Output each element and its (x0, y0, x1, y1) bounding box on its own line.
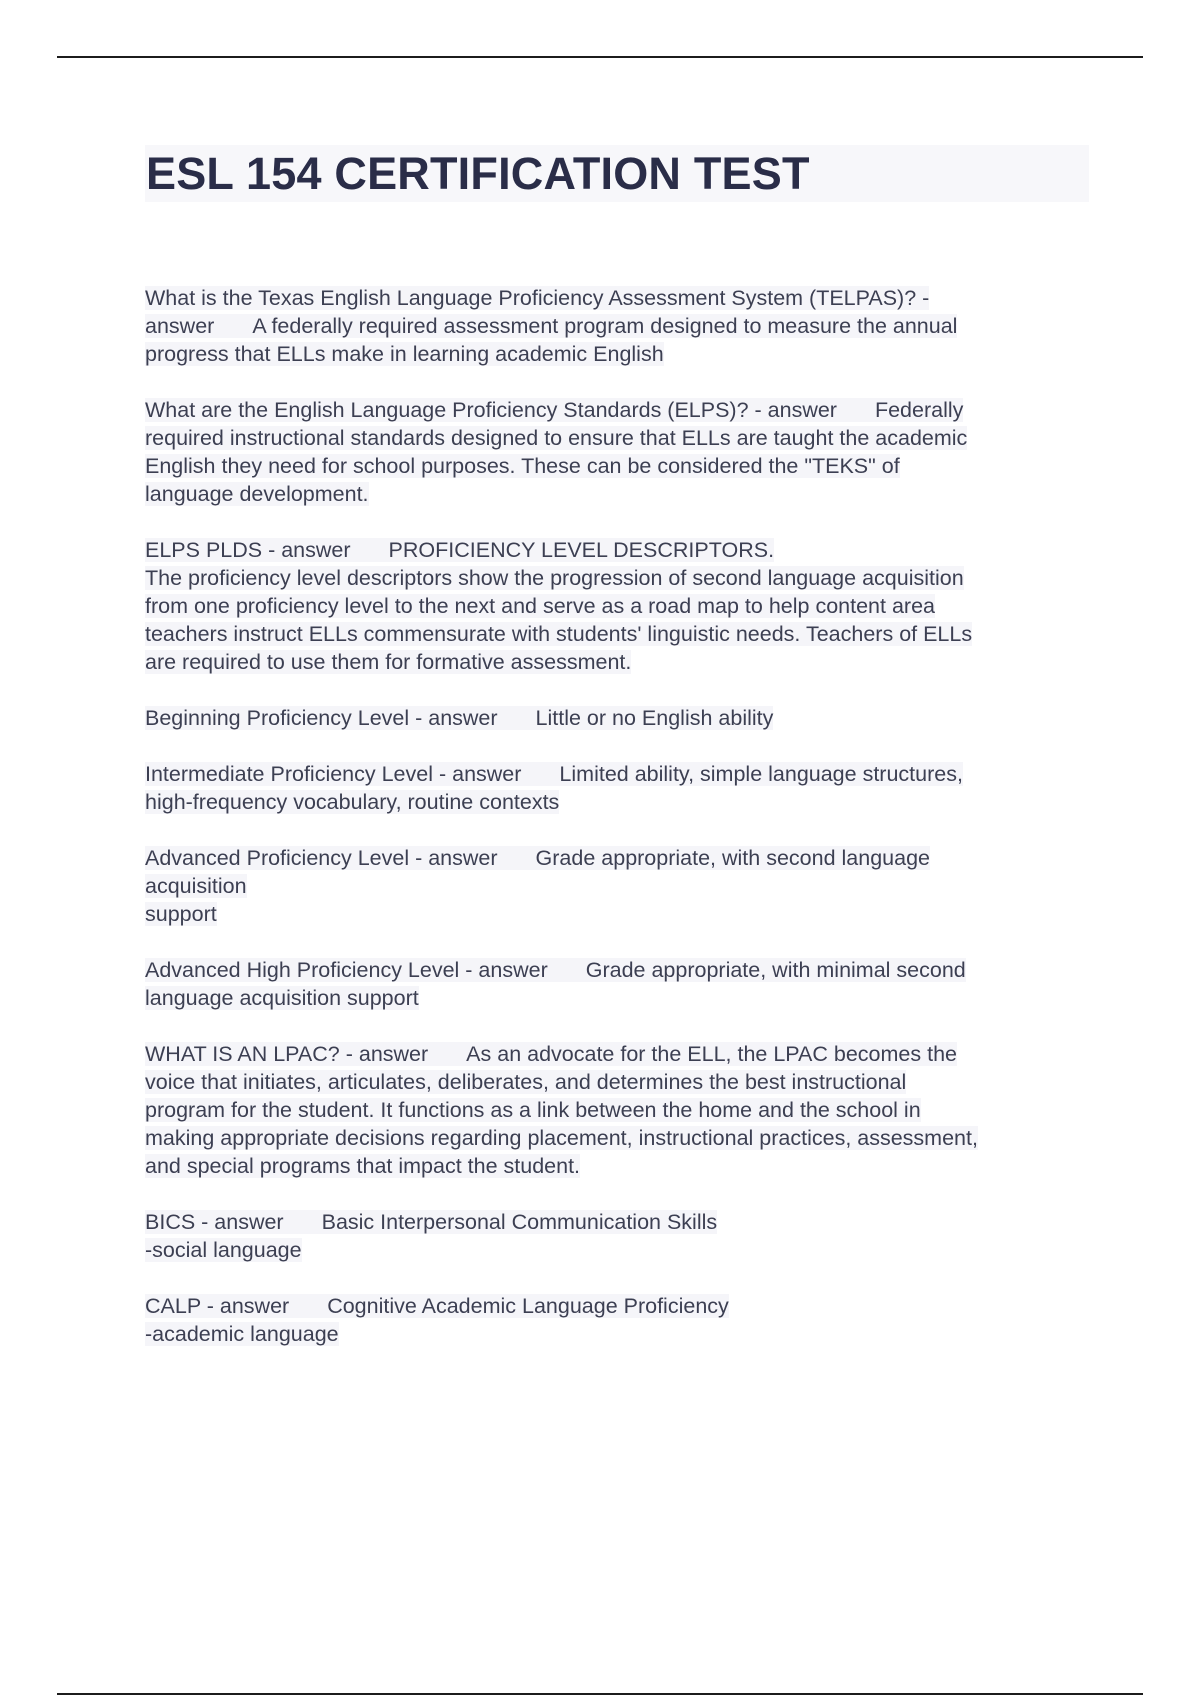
qa-line-text (145, 1126, 978, 1150)
qa-line-text (145, 286, 929, 310)
qa-segment: support (145, 902, 217, 926)
qa-item (145, 956, 1090, 1012)
qa-line (145, 1124, 1090, 1152)
qa-line-text (145, 986, 419, 1010)
answer-text: Grade appropriate, with minimal second (585, 958, 966, 982)
qa-line-text (145, 342, 664, 366)
qa-segment: language development. (145, 482, 369, 506)
qa-segment: language acquisition support (145, 986, 419, 1010)
qa-segment: acquisition (145, 874, 247, 898)
qa-line-text (145, 846, 930, 870)
qa-item (145, 1208, 1090, 1264)
qa-line (145, 592, 1090, 620)
qa-line-text (145, 958, 966, 982)
qa-item (145, 284, 1090, 368)
qa-line (145, 844, 1090, 872)
qa-segment: program for the student. It functions as a link between the home and the school in (145, 1098, 921, 1122)
qa-line (145, 312, 1090, 340)
answer-text: Limited ability, simple language structures, (559, 762, 963, 786)
qa-line (145, 1068, 1090, 1096)
answer-text: Cognitive Academic Language Proficiency (327, 1294, 729, 1318)
qa-line (145, 1208, 1090, 1236)
qa-segment: Advanced Proficiency Level - answer (145, 846, 498, 870)
qa-line (145, 872, 1090, 900)
qa-line (145, 1096, 1090, 1124)
qa-line-text (145, 622, 972, 646)
qa-line-text (145, 874, 247, 898)
answer-text: A federally required assessment program designed to measure the annual (252, 314, 958, 338)
qa-line-text (145, 902, 217, 926)
bottom-rule (57, 1693, 1143, 1695)
qa-line (145, 284, 1090, 312)
qa-segment: CALP - answer (145, 1294, 290, 1318)
qa-line-text (145, 1238, 302, 1262)
qa-line (145, 760, 1090, 788)
qa-line-text (145, 454, 900, 478)
qa-list (145, 284, 1090, 1376)
qa-line (145, 704, 1090, 732)
qa-line (145, 424, 1090, 452)
qa-line (145, 1236, 1090, 1264)
qa-line (145, 984, 1090, 1012)
qa-line-text (145, 1322, 339, 1346)
qa-segment: ELPS PLDS - answer (145, 538, 351, 562)
qa-line-text (145, 1070, 906, 1094)
qa-line-text (145, 706, 773, 730)
qa-line-text (145, 650, 631, 674)
answer-text: PROFICIENCY LEVEL DESCRIPTORS. (388, 538, 775, 562)
qa-segment: WHAT IS AN LPAC? - answer (145, 1042, 429, 1066)
qa-item (145, 536, 1090, 676)
qa-line (145, 620, 1090, 648)
qa-segment: What are the English Language Proficiency Standards (ELPS)? - answer (145, 398, 837, 422)
qa-line-text (145, 1210, 717, 1234)
qa-segment: voice that initiates, articulates, deliberates, and determines the best instructional (145, 1070, 907, 1094)
qa-line-text (145, 1294, 729, 1318)
qa-segment: from one proficiency level to the next and serve as a road map to help content area (145, 594, 935, 618)
qa-line-text (145, 566, 964, 590)
page-title: ESL 154 CERTIFICATION TEST (146, 148, 810, 199)
qa-line-text (145, 538, 774, 562)
qa-segment: high-frequency vocabulary, routine contexts (145, 790, 560, 814)
qa-segment: answer (145, 314, 215, 338)
qa-segment: are required to use them for formative assessment. (145, 650, 632, 674)
qa-line-text (145, 790, 559, 814)
answer-text: As an advocate for the ELL, the LPAC becomes the (466, 1042, 957, 1066)
qa-line-text (145, 482, 369, 506)
qa-item (145, 704, 1090, 732)
answer-text: Basic Interpersonal Communication Skills (321, 1210, 718, 1234)
qa-line (145, 1152, 1090, 1180)
qa-item (145, 1292, 1090, 1348)
qa-line-text (145, 398, 963, 422)
qa-segment: required instructional standards designed to ensure that ELLs are taught the academic (145, 426, 968, 450)
qa-segment: The proficiency level descriptors show the progression of second language acquisition (145, 566, 964, 590)
qa-line-text (145, 762, 963, 786)
qa-segment: English they need for school purposes. These can be considered the "TEKS" of (145, 454, 900, 478)
qa-line (145, 1040, 1090, 1068)
qa-item (145, 1040, 1090, 1180)
qa-line-text (145, 1042, 957, 1066)
answer-text: Federally (874, 398, 964, 422)
qa-segment: -academic language (145, 1322, 339, 1346)
qa-item (145, 396, 1090, 508)
qa-line-text (145, 314, 957, 338)
qa-line (145, 564, 1090, 592)
qa-segment: Intermediate Proficiency Level - answer (145, 762, 522, 786)
qa-segment: teachers instruct ELLs commensurate with students' linguistic needs. Teachers of ELLs (145, 622, 973, 646)
qa-line-text (145, 426, 967, 450)
qa-segment: BICS - answer (145, 1210, 284, 1234)
qa-line (145, 900, 1090, 928)
qa-line (145, 340, 1090, 368)
answer-text: Grade appropriate, with second language (535, 846, 930, 870)
qa-segment: making appropriate decisions regarding placement, instructional practices, assessment, (145, 1126, 978, 1150)
qa-line (145, 480, 1090, 508)
top-rule (57, 56, 1143, 58)
qa-line (145, 452, 1090, 480)
qa-line (145, 536, 1090, 564)
qa-line (145, 648, 1090, 676)
qa-line (145, 1292, 1090, 1320)
qa-item (145, 760, 1090, 816)
qa-line-text (145, 594, 935, 618)
qa-segment: What is the Texas English Language Proficiency Assessment System (TELPAS)? - (145, 286, 930, 310)
qa-segment: Advanced High Proficiency Level - answer (145, 958, 548, 982)
qa-line (145, 788, 1090, 816)
qa-item (145, 844, 1090, 928)
qa-line-text (145, 1154, 580, 1178)
qa-segment: Beginning Proficiency Level - answer (145, 706, 498, 730)
qa-segment: progress that ELLs make in learning academic English (145, 342, 664, 366)
qa-segment: -social language (145, 1238, 302, 1262)
qa-segment: and special programs that impact the student. (145, 1154, 581, 1178)
answer-text: Little or no English ability (535, 706, 774, 730)
qa-line (145, 1320, 1090, 1348)
qa-line (145, 956, 1090, 984)
qa-line (145, 396, 1090, 424)
qa-line-text (145, 1098, 921, 1122)
